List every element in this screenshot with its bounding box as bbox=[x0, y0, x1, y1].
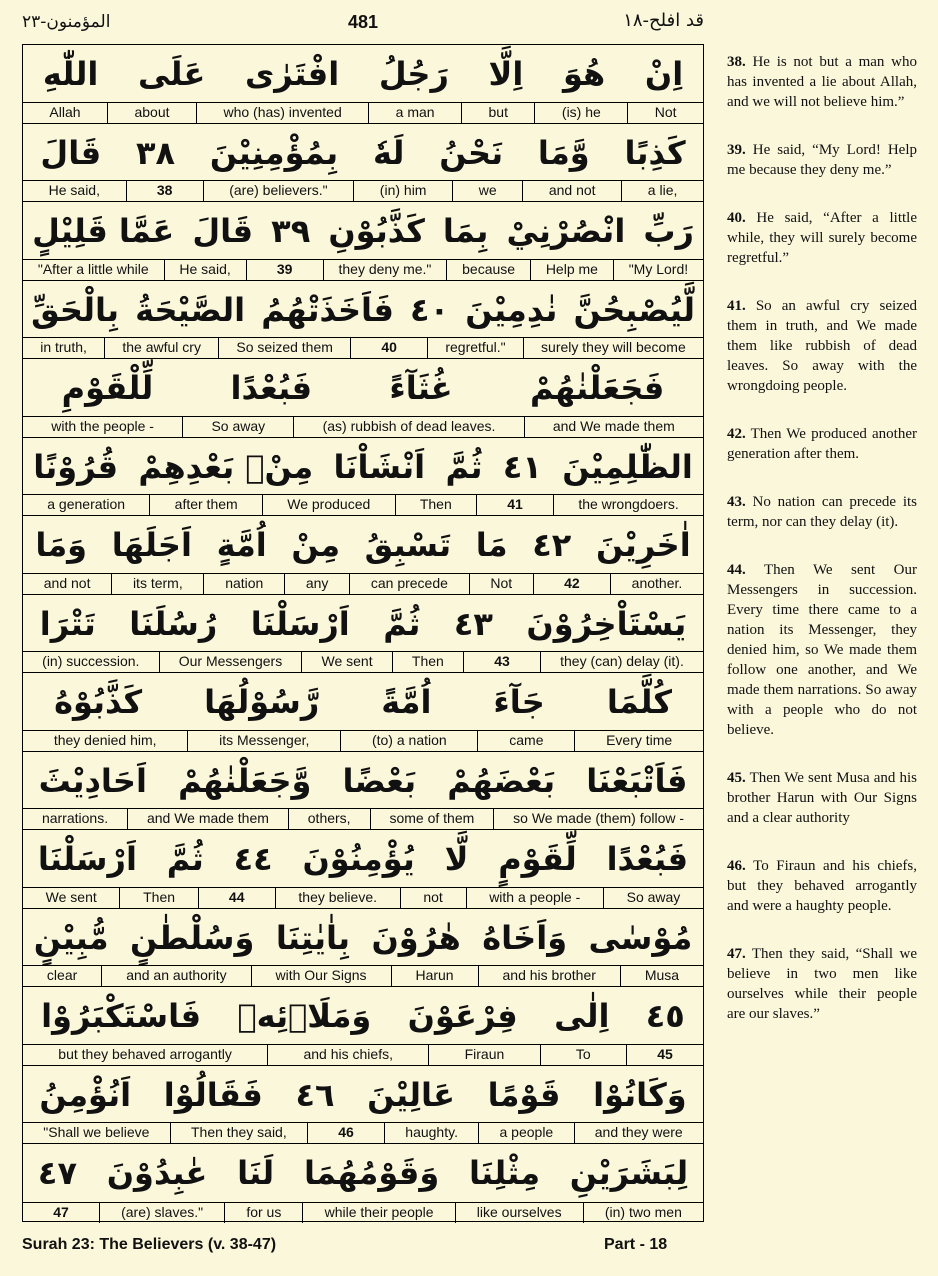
verse-number-cell: 39 bbox=[246, 260, 323, 280]
verse-row bbox=[23, 281, 703, 360]
english-gloss-cell: regretful." bbox=[427, 338, 523, 358]
arabic-word: هٰرُوْنَ bbox=[371, 918, 461, 957]
english-gloss-cell: (in) two men bbox=[583, 1203, 703, 1223]
arabic-word: نَحْنُ bbox=[439, 133, 504, 172]
english-gloss-line bbox=[23, 1044, 703, 1065]
english-gloss-cell: its Messenger, bbox=[187, 731, 340, 751]
translation-verse-number: 38. bbox=[727, 54, 746, 70]
translation-paragraph bbox=[727, 944, 917, 1024]
arabic-word: الظّٰلِمِيْنَ bbox=[562, 447, 693, 486]
english-gloss-cell: they denied him, bbox=[53, 731, 157, 748]
arabic-word: عَلَى bbox=[138, 55, 206, 93]
arabic-word: لَّا bbox=[444, 840, 469, 879]
english-gloss-cell: haughty. bbox=[384, 1123, 478, 1143]
verse-number-cell: 45 bbox=[626, 1045, 703, 1065]
arabic-word: كَذَّبُوْهُ bbox=[54, 683, 143, 722]
english-gloss-cell: We sent bbox=[45, 888, 97, 905]
arabic-word: قَالَ bbox=[192, 212, 254, 251]
translation-verse-number: 46. bbox=[727, 858, 746, 874]
english-gloss-cell: We produced bbox=[262, 495, 395, 515]
english-gloss-cell: a generation bbox=[47, 496, 126, 513]
arabic-word: لِبَشَرَيْنِ bbox=[569, 1154, 689, 1193]
verse-row bbox=[23, 830, 703, 909]
arabic-word: وَاَخَاهُ bbox=[482, 918, 568, 957]
english-gloss-cell: (in) succession. bbox=[42, 653, 140, 670]
verse-number-cell: 47 bbox=[53, 1203, 69, 1220]
arabic-line bbox=[23, 1144, 703, 1202]
arabic-word: كُلَّمَا bbox=[606, 683, 672, 722]
english-gloss-cell: with Our Signs bbox=[251, 966, 391, 986]
arabic-word: اَجَلَهَا bbox=[111, 526, 192, 565]
verse-number-cell: 38 bbox=[126, 181, 203, 201]
arabic-word: مِنْ bbox=[291, 526, 340, 565]
english-gloss-cell: about bbox=[107, 103, 196, 123]
arabic-word: نٰدِمِيْنَ bbox=[465, 290, 558, 329]
verse-row bbox=[23, 1066, 703, 1145]
arabic-word: وَقَوْمُهُمَا bbox=[303, 1154, 440, 1193]
arabic-word: لَهٗ bbox=[372, 133, 405, 172]
translation-text: He is not but a man who has invented a lie about Allah, and we will not believe him.” bbox=[727, 54, 917, 110]
arabic-word: ٤٧ bbox=[37, 1154, 77, 1193]
translation-paragraph bbox=[727, 140, 917, 180]
verse-row bbox=[23, 124, 703, 203]
arabic-word: الصَّيْحَةُ bbox=[135, 290, 246, 329]
english-gloss-cell: Musa bbox=[620, 966, 703, 986]
arabic-word: بِمُؤْمِنِيْنَ bbox=[209, 133, 339, 172]
translation-text: Then We sent Musa and his brother Harun with Our Signs and a clear authority bbox=[727, 770, 917, 826]
arabic-word: ٤٠ bbox=[410, 290, 450, 329]
english-gloss-cell: He said, bbox=[164, 260, 246, 280]
arabic-word: وَّمَا bbox=[537, 133, 590, 172]
arabic-word: رَبِّ bbox=[643, 212, 694, 251]
english-gloss-cell: and his brother bbox=[478, 966, 620, 986]
footer-part: Part - 18 bbox=[604, 1236, 668, 1253]
word-by-word-grid bbox=[22, 44, 704, 1222]
arabic-word: وَسُلْطٰنٍ bbox=[129, 918, 255, 957]
arabic-word: وَكَانُوْا bbox=[593, 1075, 687, 1114]
english-gloss-cell: another. bbox=[610, 574, 703, 594]
english-gloss-line bbox=[23, 730, 703, 751]
translation-paragraph bbox=[727, 52, 917, 112]
english-gloss-cell: and We made them bbox=[127, 809, 288, 829]
english-gloss-cell: with the people - bbox=[51, 417, 154, 434]
translation-paragraph bbox=[727, 492, 917, 532]
english-gloss-cell: Then bbox=[119, 888, 197, 908]
verse-row bbox=[23, 359, 703, 438]
english-gloss-cell: after them bbox=[149, 495, 262, 515]
translation-paragraph bbox=[727, 768, 917, 828]
arabic-line bbox=[23, 752, 703, 810]
translation-paragraph bbox=[727, 424, 917, 464]
english-gloss-cell: We sent bbox=[301, 652, 391, 672]
arabic-word: اٰخَرِيْنَ bbox=[595, 526, 691, 565]
english-gloss-cell: they (can) delay (it). bbox=[540, 652, 703, 672]
english-gloss-cell: because bbox=[446, 260, 530, 280]
verse-row bbox=[23, 673, 703, 752]
arabic-word: فَبُعْدًا bbox=[606, 840, 689, 879]
english-gloss-line bbox=[23, 259, 703, 280]
page-number: 481 bbox=[347, 12, 379, 32]
arabic-word: اَنْشَاْنَا bbox=[333, 447, 426, 486]
english-gloss-cell: (are) believers." bbox=[203, 181, 354, 201]
arabic-word: مِثْلِنَا bbox=[469, 1154, 541, 1193]
english-gloss-cell: came bbox=[477, 731, 574, 751]
english-gloss-cell: and his chiefs, bbox=[267, 1045, 428, 1065]
verse-number-cell: 44 bbox=[198, 888, 275, 908]
english-gloss-cell: Firaun bbox=[428, 1045, 539, 1065]
arabic-word: كَذِبًا bbox=[624, 133, 686, 172]
translation-verse-number: 45. bbox=[727, 770, 746, 786]
english-gloss-cell: Then bbox=[392, 652, 463, 672]
verse-row bbox=[23, 516, 703, 595]
english-gloss-cell: So seized them bbox=[218, 338, 350, 358]
verse-number-cell: 41 bbox=[476, 495, 553, 515]
translation-paragraph bbox=[727, 856, 917, 916]
english-gloss-cell: in truth, bbox=[40, 339, 87, 356]
english-gloss-cell: surely they will become bbox=[523, 338, 703, 358]
arabic-word: بِالْحَقِّ bbox=[31, 290, 120, 329]
verse-row bbox=[23, 909, 703, 988]
translation-verse-number: 47. bbox=[727, 946, 746, 962]
english-gloss-line bbox=[23, 887, 703, 908]
english-gloss-cell: can precede bbox=[349, 574, 469, 594]
arabic-line bbox=[23, 673, 703, 731]
verse-row bbox=[23, 752, 703, 831]
english-gloss-cell: and they were bbox=[574, 1123, 704, 1143]
english-gloss-cell: Help me bbox=[530, 260, 613, 280]
translation-text: To Firaun and his chiefs, but they behaved arrogantly and were a haughty people. bbox=[727, 858, 917, 914]
arabic-line bbox=[23, 909, 703, 967]
english-gloss-line bbox=[23, 337, 703, 358]
verse-row bbox=[23, 438, 703, 517]
translation-text: No nation can precede its term, nor can they delay (it). bbox=[727, 494, 917, 530]
english-gloss-line bbox=[23, 102, 703, 123]
translation-verse-number: 42. bbox=[727, 426, 746, 442]
arabic-word: ثُمَّ bbox=[166, 840, 204, 879]
arabic-word: مُوْسٰى bbox=[588, 918, 693, 957]
arabic-word: فِرْعَوْنَ bbox=[407, 997, 518, 1036]
english-gloss-cell: its term, bbox=[111, 574, 203, 594]
verse-number-cell: 43 bbox=[463, 652, 540, 672]
arabic-word: اَرْسَلْنَا bbox=[250, 604, 350, 643]
english-gloss-cell: Not bbox=[627, 103, 703, 123]
english-gloss-cell: they believe. bbox=[275, 888, 400, 908]
arabic-word: عَالِيْنَ bbox=[367, 1075, 455, 1114]
arabic-word: لَّيُصْبِحُنَّ bbox=[573, 290, 695, 329]
english-gloss-cell: "My Lord! bbox=[613, 260, 703, 280]
english-gloss-cell: He said, bbox=[48, 182, 100, 199]
arabic-word: قُرُوْنًا bbox=[33, 447, 119, 486]
verse-number-cell: 42 bbox=[533, 574, 610, 594]
arabic-line bbox=[23, 987, 703, 1045]
english-gloss-cell: (to) a nation bbox=[340, 731, 477, 751]
english-gloss-cell: (are) slaves." bbox=[99, 1203, 224, 1223]
arabic-word: ٤٤ bbox=[233, 840, 273, 879]
arabic-line bbox=[23, 830, 703, 888]
arabic-word: انْصُرْنِيْ bbox=[506, 212, 626, 251]
arabic-word: هُوَ bbox=[562, 55, 606, 93]
arabic-word: اِنْ bbox=[644, 55, 684, 93]
translation-text: So an awful cry seized them in truth, and We made them like rubbish of dead leaves. So away with the wrongdoing people. bbox=[727, 298, 917, 394]
arabic-word: تَتْرَا bbox=[39, 604, 96, 643]
verse-number-cell: 40 bbox=[350, 338, 427, 358]
english-gloss-cell: and We made them bbox=[524, 417, 703, 437]
translation-paragraph bbox=[727, 296, 917, 396]
arabic-word: ٣٩ bbox=[271, 212, 311, 251]
arabic-word: مُّبِيْنٍ bbox=[33, 918, 109, 957]
english-gloss-cell: clear bbox=[46, 967, 78, 984]
surah-name-arabic: المؤمنون-٢٣ bbox=[22, 12, 111, 32]
translation-text: He said, “My Lord! Help me because they deny me.” bbox=[727, 142, 917, 178]
translation-verse-number: 41. bbox=[727, 298, 746, 314]
english-gloss-cell: but bbox=[461, 103, 534, 123]
verse-row bbox=[23, 202, 703, 281]
arabic-word: ٣٨ bbox=[135, 133, 176, 172]
english-gloss-cell: a lie, bbox=[621, 181, 703, 201]
english-gloss-cell: Allah bbox=[49, 103, 81, 120]
arabic-line bbox=[23, 359, 703, 417]
verse-row bbox=[23, 1144, 703, 1223]
english-gloss-cell: not bbox=[400, 888, 466, 908]
arabic-word: عٰبِدُوْنَ bbox=[106, 1154, 208, 1193]
arabic-line bbox=[23, 1066, 703, 1124]
translation-text: Then We sent Our Messengers in succession. Every time there came to a nation its Messenger, they denied him, so We made them follow one another, and We made them narrations. So away with a people who do not believe. bbox=[727, 562, 917, 738]
translation-paragraph bbox=[727, 208, 917, 268]
english-gloss-cell: so We made (them) follow - bbox=[493, 809, 703, 829]
english-gloss-line bbox=[23, 1122, 703, 1143]
arabic-word: فَاَخَذَتْهُمُ bbox=[261, 290, 394, 329]
english-gloss-cell: Every time bbox=[574, 731, 703, 751]
english-gloss-cell: Harun bbox=[391, 966, 478, 986]
english-gloss-cell: "After a little while bbox=[37, 260, 149, 277]
english-gloss-cell: (in) him bbox=[353, 181, 452, 201]
translation-verse-number: 44. bbox=[727, 562, 746, 578]
arabic-word: بِمَا bbox=[442, 212, 489, 251]
translation-text: Then We produced another generation after them. bbox=[727, 426, 917, 462]
arabic-word: مَا bbox=[475, 526, 508, 565]
english-gloss-line bbox=[23, 651, 703, 672]
english-gloss-cell: like ourselves bbox=[455, 1203, 583, 1223]
english-gloss-cell: a people bbox=[478, 1123, 573, 1143]
arabic-word: اَنُؤْمِنُ bbox=[39, 1075, 132, 1114]
arabic-word: رَّسُوْلُهَا bbox=[204, 683, 320, 722]
english-gloss-cell: we bbox=[452, 181, 522, 201]
english-gloss-cell: Our Messengers bbox=[159, 652, 302, 672]
arabic-word: افْتَرٰى bbox=[244, 55, 340, 93]
english-gloss-cell: who (has) invented bbox=[196, 103, 368, 123]
translation-text: Then they said, “Shall we believe in two men like ourselves while their people are our slaves.” bbox=[727, 946, 917, 1022]
translation-verse-number: 39. bbox=[727, 142, 746, 158]
arabic-word: اِلَّا bbox=[488, 55, 524, 93]
english-gloss-cell: with a people - bbox=[466, 888, 603, 908]
arabic-word: فَقَالُوْا bbox=[163, 1075, 263, 1114]
arabic-line bbox=[23, 45, 703, 103]
translation-verse-number: 43. bbox=[727, 494, 746, 510]
english-gloss-cell: the awful cry bbox=[104, 338, 218, 358]
arabic-word: اُمَّةٍ bbox=[216, 526, 267, 565]
english-gloss-cell: a man bbox=[368, 103, 461, 123]
english-gloss-cell: but they behaved arrogantly bbox=[58, 1045, 232, 1062]
arabic-word: ٤٦ bbox=[295, 1075, 335, 1114]
english-gloss-cell: for us bbox=[224, 1203, 302, 1223]
juz-name-arabic: قد افلح-١٨ bbox=[623, 10, 704, 31]
english-gloss-line bbox=[23, 808, 703, 829]
arabic-word: ثُمَّ bbox=[445, 447, 483, 486]
arabic-line bbox=[23, 595, 703, 653]
english-gloss-line bbox=[23, 494, 703, 515]
arabic-word: تَسْبِقُ bbox=[364, 526, 452, 565]
english-gloss-cell: So away bbox=[182, 417, 293, 437]
english-gloss-line bbox=[23, 573, 703, 594]
arabic-word: وَّجَعَلْنٰهُمْ bbox=[178, 761, 312, 800]
arabic-word: فَاَتْبَعْنَا bbox=[586, 761, 688, 800]
english-gloss-cell: (as) rubbish of dead leaves. bbox=[293, 417, 523, 437]
footer-surah-title: Surah 23: The Believers (v. 38-47) bbox=[22, 1236, 277, 1253]
arabic-word: وَمَا bbox=[35, 526, 88, 565]
arabic-word: بَعْضَهُمْ bbox=[447, 761, 556, 800]
english-gloss-line bbox=[23, 180, 703, 201]
arabic-word: قَوْمًا bbox=[487, 1075, 561, 1114]
arabic-word: اُمَّةً bbox=[381, 683, 432, 722]
arabic-word: لِّقَوْمٍ bbox=[498, 840, 577, 879]
english-gloss-cell: while their people bbox=[302, 1203, 454, 1223]
arabic-word: فَجَعَلْنٰهُمْ bbox=[529, 369, 665, 408]
verse-row bbox=[23, 987, 703, 1066]
translation-verse-number: 40. bbox=[727, 210, 746, 226]
arabic-word: ٤٥ bbox=[645, 997, 685, 1036]
verse-row bbox=[23, 595, 703, 674]
arabic-word: كَذَّبُوْنِ bbox=[328, 212, 425, 251]
arabic-word: لِّلْقَوْمِ bbox=[61, 369, 154, 408]
translation-paragraph bbox=[727, 560, 917, 740]
arabic-word: وَمَلَا۟ئِهٖ bbox=[237, 997, 372, 1036]
english-gloss-cell: So away bbox=[603, 888, 703, 908]
arabic-word: ٤١ bbox=[502, 447, 542, 486]
arabic-word: اَرْسَلْنَا bbox=[37, 840, 137, 879]
arabic-word: لَنَا bbox=[237, 1154, 275, 1193]
english-gloss-cell: and not bbox=[43, 574, 91, 591]
arabic-word: رُسُلَنَا bbox=[129, 604, 218, 643]
arabic-word: جَآءَ bbox=[493, 683, 545, 722]
english-gloss-cell: any bbox=[284, 574, 349, 594]
english-gloss-line bbox=[23, 1202, 703, 1223]
english-gloss-cell: Not bbox=[469, 574, 533, 594]
english-gloss-cell: (is) he bbox=[534, 103, 627, 123]
english-gloss-line bbox=[23, 965, 703, 986]
english-gloss-cell: "Shall we believe bbox=[43, 1124, 150, 1141]
translation-column bbox=[727, 52, 917, 1052]
verse-row bbox=[23, 45, 703, 124]
arabic-word: ثُمَّ bbox=[383, 604, 421, 643]
arabic-line bbox=[23, 516, 703, 574]
english-gloss-cell: To bbox=[540, 1045, 626, 1065]
english-gloss-line bbox=[23, 416, 703, 437]
arabic-word: فَبُعْدًا bbox=[230, 369, 313, 408]
arabic-line bbox=[23, 438, 703, 496]
english-gloss-cell: Then bbox=[395, 495, 476, 515]
english-gloss-cell: narrations. bbox=[41, 810, 109, 827]
english-gloss-cell: and not bbox=[522, 181, 621, 201]
english-gloss-cell: Then they said, bbox=[170, 1123, 307, 1143]
arabic-word: ٤٢ bbox=[532, 526, 572, 565]
page-header bbox=[22, 0, 704, 44]
arabic-line bbox=[23, 281, 703, 339]
arabic-word: غُثَآءً bbox=[389, 369, 453, 408]
arabic-word: اللّٰهِ bbox=[42, 55, 99, 93]
arabic-word: قَالَ bbox=[40, 133, 102, 172]
arabic-word: ٤٣ bbox=[453, 604, 493, 643]
arabic-word: رَجُلُ bbox=[378, 55, 449, 93]
arabic-word: بَعْضًا bbox=[342, 761, 417, 800]
english-gloss-cell: and an authority bbox=[101, 966, 250, 986]
arabic-word: يُؤْمِنُوْنَ bbox=[302, 840, 415, 879]
arabic-word: فَاسْتَكْبَرُوْا bbox=[41, 997, 202, 1036]
arabic-word: بِاٰيٰتِنَا bbox=[275, 918, 351, 957]
english-gloss-cell: they deny me." bbox=[323, 260, 447, 280]
english-gloss-cell: nation bbox=[203, 574, 284, 594]
english-gloss-cell: the wrongdoers. bbox=[553, 495, 703, 515]
verse-number-cell: 46 bbox=[307, 1123, 384, 1143]
english-gloss-cell: others, bbox=[288, 809, 370, 829]
arabic-word: مِنْۢ بَعْدِهِمْ bbox=[138, 447, 314, 486]
arabic-word: اَحَادِيْثَ bbox=[38, 761, 147, 800]
english-gloss-cell: some of them bbox=[370, 809, 494, 829]
arabic-line bbox=[23, 124, 703, 182]
arabic-word: يَسْتَاْخِرُوْنَ bbox=[526, 604, 687, 643]
arabic-word: عَمَّا قَلِيْلٍ bbox=[32, 212, 175, 251]
arabic-line bbox=[23, 202, 703, 260]
translation-text: He said, “After a little while, they will surely become regretful.” bbox=[727, 210, 917, 266]
arabic-word: اِلٰى bbox=[554, 997, 610, 1036]
